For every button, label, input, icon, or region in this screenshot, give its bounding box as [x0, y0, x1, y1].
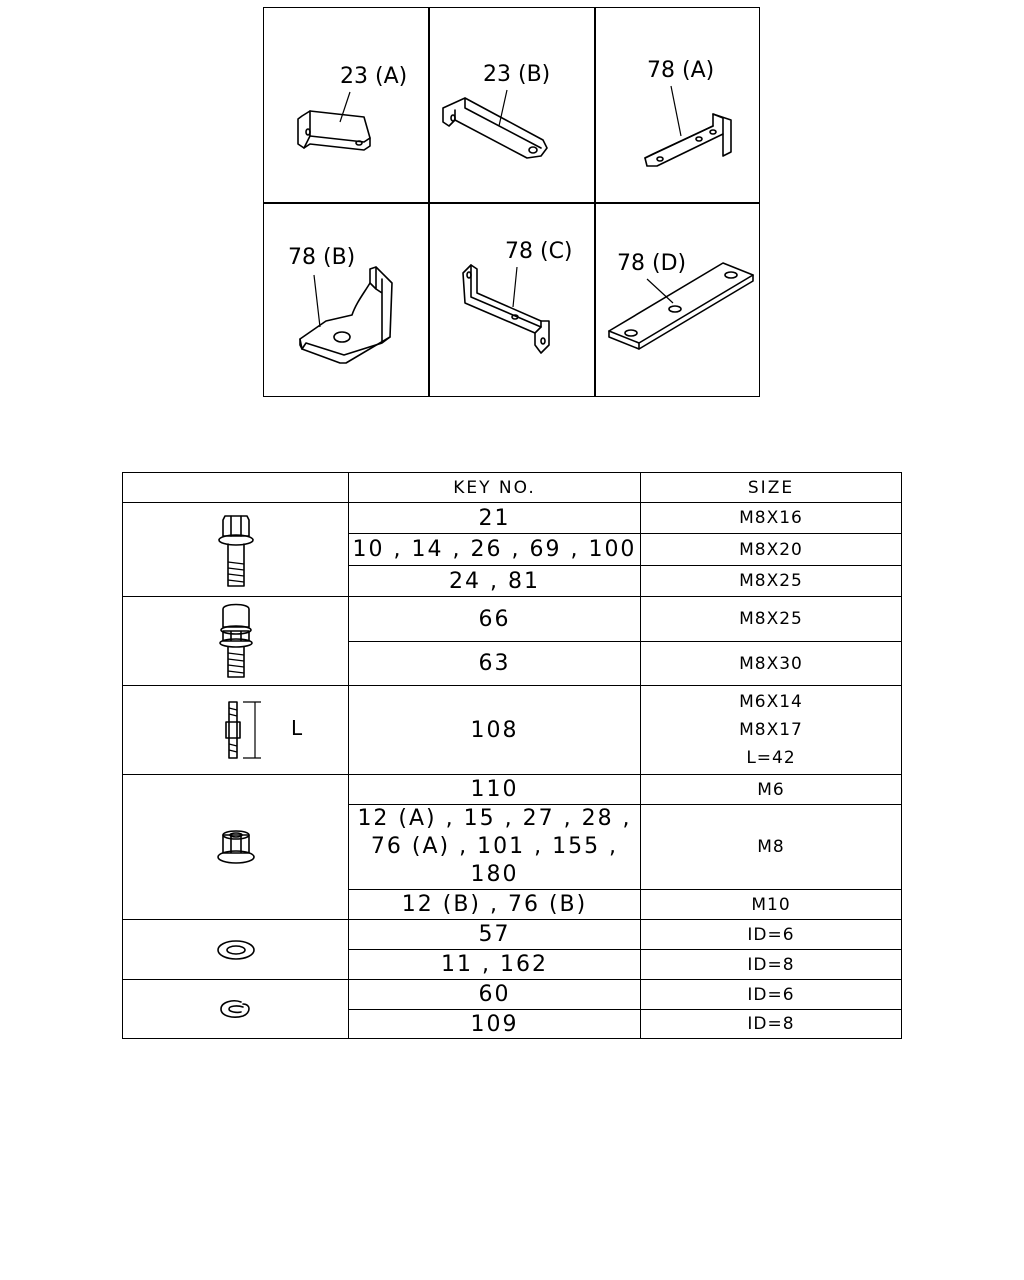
- key-cell: 12 (B) , 76 (B): [349, 890, 641, 920]
- key-line: 76 (A) , 101 , 155 , 180: [370, 834, 619, 887]
- header-icon-column: [123, 473, 349, 503]
- key-cell: 60: [349, 980, 641, 1010]
- size-cell: ID=8: [641, 950, 902, 980]
- size-cell: M8X25: [641, 597, 902, 642]
- table-row: [123, 980, 902, 1010]
- key-cell: 11 , 162: [349, 950, 641, 980]
- washer-bolt-icon: [211, 601, 261, 681]
- key-cell: 10 , 14 , 26 , 69 , 100: [349, 534, 641, 566]
- size-cell: M8X25: [641, 566, 902, 597]
- flange-bolt-icon: [211, 510, 261, 590]
- bracket-23b-label: 23 (B): [483, 62, 551, 87]
- bracket-23b-drawing: [429, 8, 595, 203]
- stud-bolt-icon: [209, 698, 299, 762]
- spring-washer-icon: [211, 994, 261, 1024]
- plain-washer-cell: [123, 920, 349, 980]
- table-row: [123, 775, 902, 805]
- bracket-78a-cell: [595, 8, 761, 203]
- size-cell: M6: [641, 775, 902, 805]
- bracket-78d-drawing: [595, 203, 761, 398]
- bracket-78c-cell: [429, 203, 595, 398]
- bracket-23b-cell: [429, 8, 595, 203]
- table-row: [123, 686, 902, 775]
- size-line: M8X17: [739, 720, 803, 740]
- table-row: [123, 503, 902, 534]
- flange-bolt-cell: [123, 503, 349, 597]
- size-cell: ID=6: [641, 980, 902, 1010]
- key-cell: [349, 805, 641, 890]
- key-cell: 63: [349, 642, 641, 686]
- bracket-78a-drawing: [595, 8, 761, 203]
- table-row: [123, 920, 902, 950]
- key-cell: 109: [349, 1010, 641, 1039]
- key-cell: 24 , 81: [349, 566, 641, 597]
- bracket-78b-cell: [264, 203, 429, 398]
- bracket-78d-label: 78 (D): [617, 251, 687, 276]
- key-cell: 21: [349, 503, 641, 534]
- washer-bolt-cell: [123, 597, 349, 686]
- bracket-78a-label: 78 (A): [647, 58, 715, 83]
- header-size: SIZE: [641, 473, 902, 503]
- table-header-row: [123, 473, 902, 503]
- size-cell: M10: [641, 890, 902, 920]
- size-cell: [641, 686, 902, 775]
- size-cell: ID=8: [641, 1010, 902, 1039]
- bracket-78b-drawing: [264, 203, 429, 398]
- key-cell: 108: [349, 686, 641, 775]
- key-line: 12 (A) , 15 , 27 , 28 ,: [357, 806, 632, 831]
- size-cell: ID=6: [641, 920, 902, 950]
- bracket-23a-drawing: [264, 8, 429, 203]
- size-cell: M8: [641, 805, 902, 890]
- size-cell: M8X30: [641, 642, 902, 686]
- key-cell: 57: [349, 920, 641, 950]
- flange-nut-icon: [211, 827, 261, 867]
- size-cell: M8X20: [641, 534, 902, 566]
- header-key-no: KEY NO.: [349, 473, 641, 503]
- bracket-78b-label: 78 (B): [288, 245, 356, 270]
- key-cell: 110: [349, 775, 641, 805]
- size-cell: M8X16: [641, 503, 902, 534]
- bracket-23a-label: 23 (A): [340, 64, 408, 89]
- plain-washer-icon: [211, 935, 261, 965]
- size-line: M6X14: [739, 692, 803, 712]
- stud-bolt-cell: [123, 686, 349, 775]
- fastener-table: [122, 472, 902, 1039]
- table-row: [123, 597, 902, 642]
- size-line: L=42: [746, 748, 796, 768]
- bracket-grid: [263, 7, 760, 397]
- spring-washer-cell: [123, 980, 349, 1039]
- bracket-78d-cell: [595, 203, 761, 398]
- bracket-78c-drawing: [429, 203, 595, 398]
- flange-nut-cell: [123, 775, 349, 920]
- bracket-78c-label: 78 (C): [505, 239, 573, 264]
- stud-length-label: L: [291, 716, 303, 740]
- bracket-23a-cell: [264, 8, 429, 203]
- key-cell: 66: [349, 597, 641, 642]
